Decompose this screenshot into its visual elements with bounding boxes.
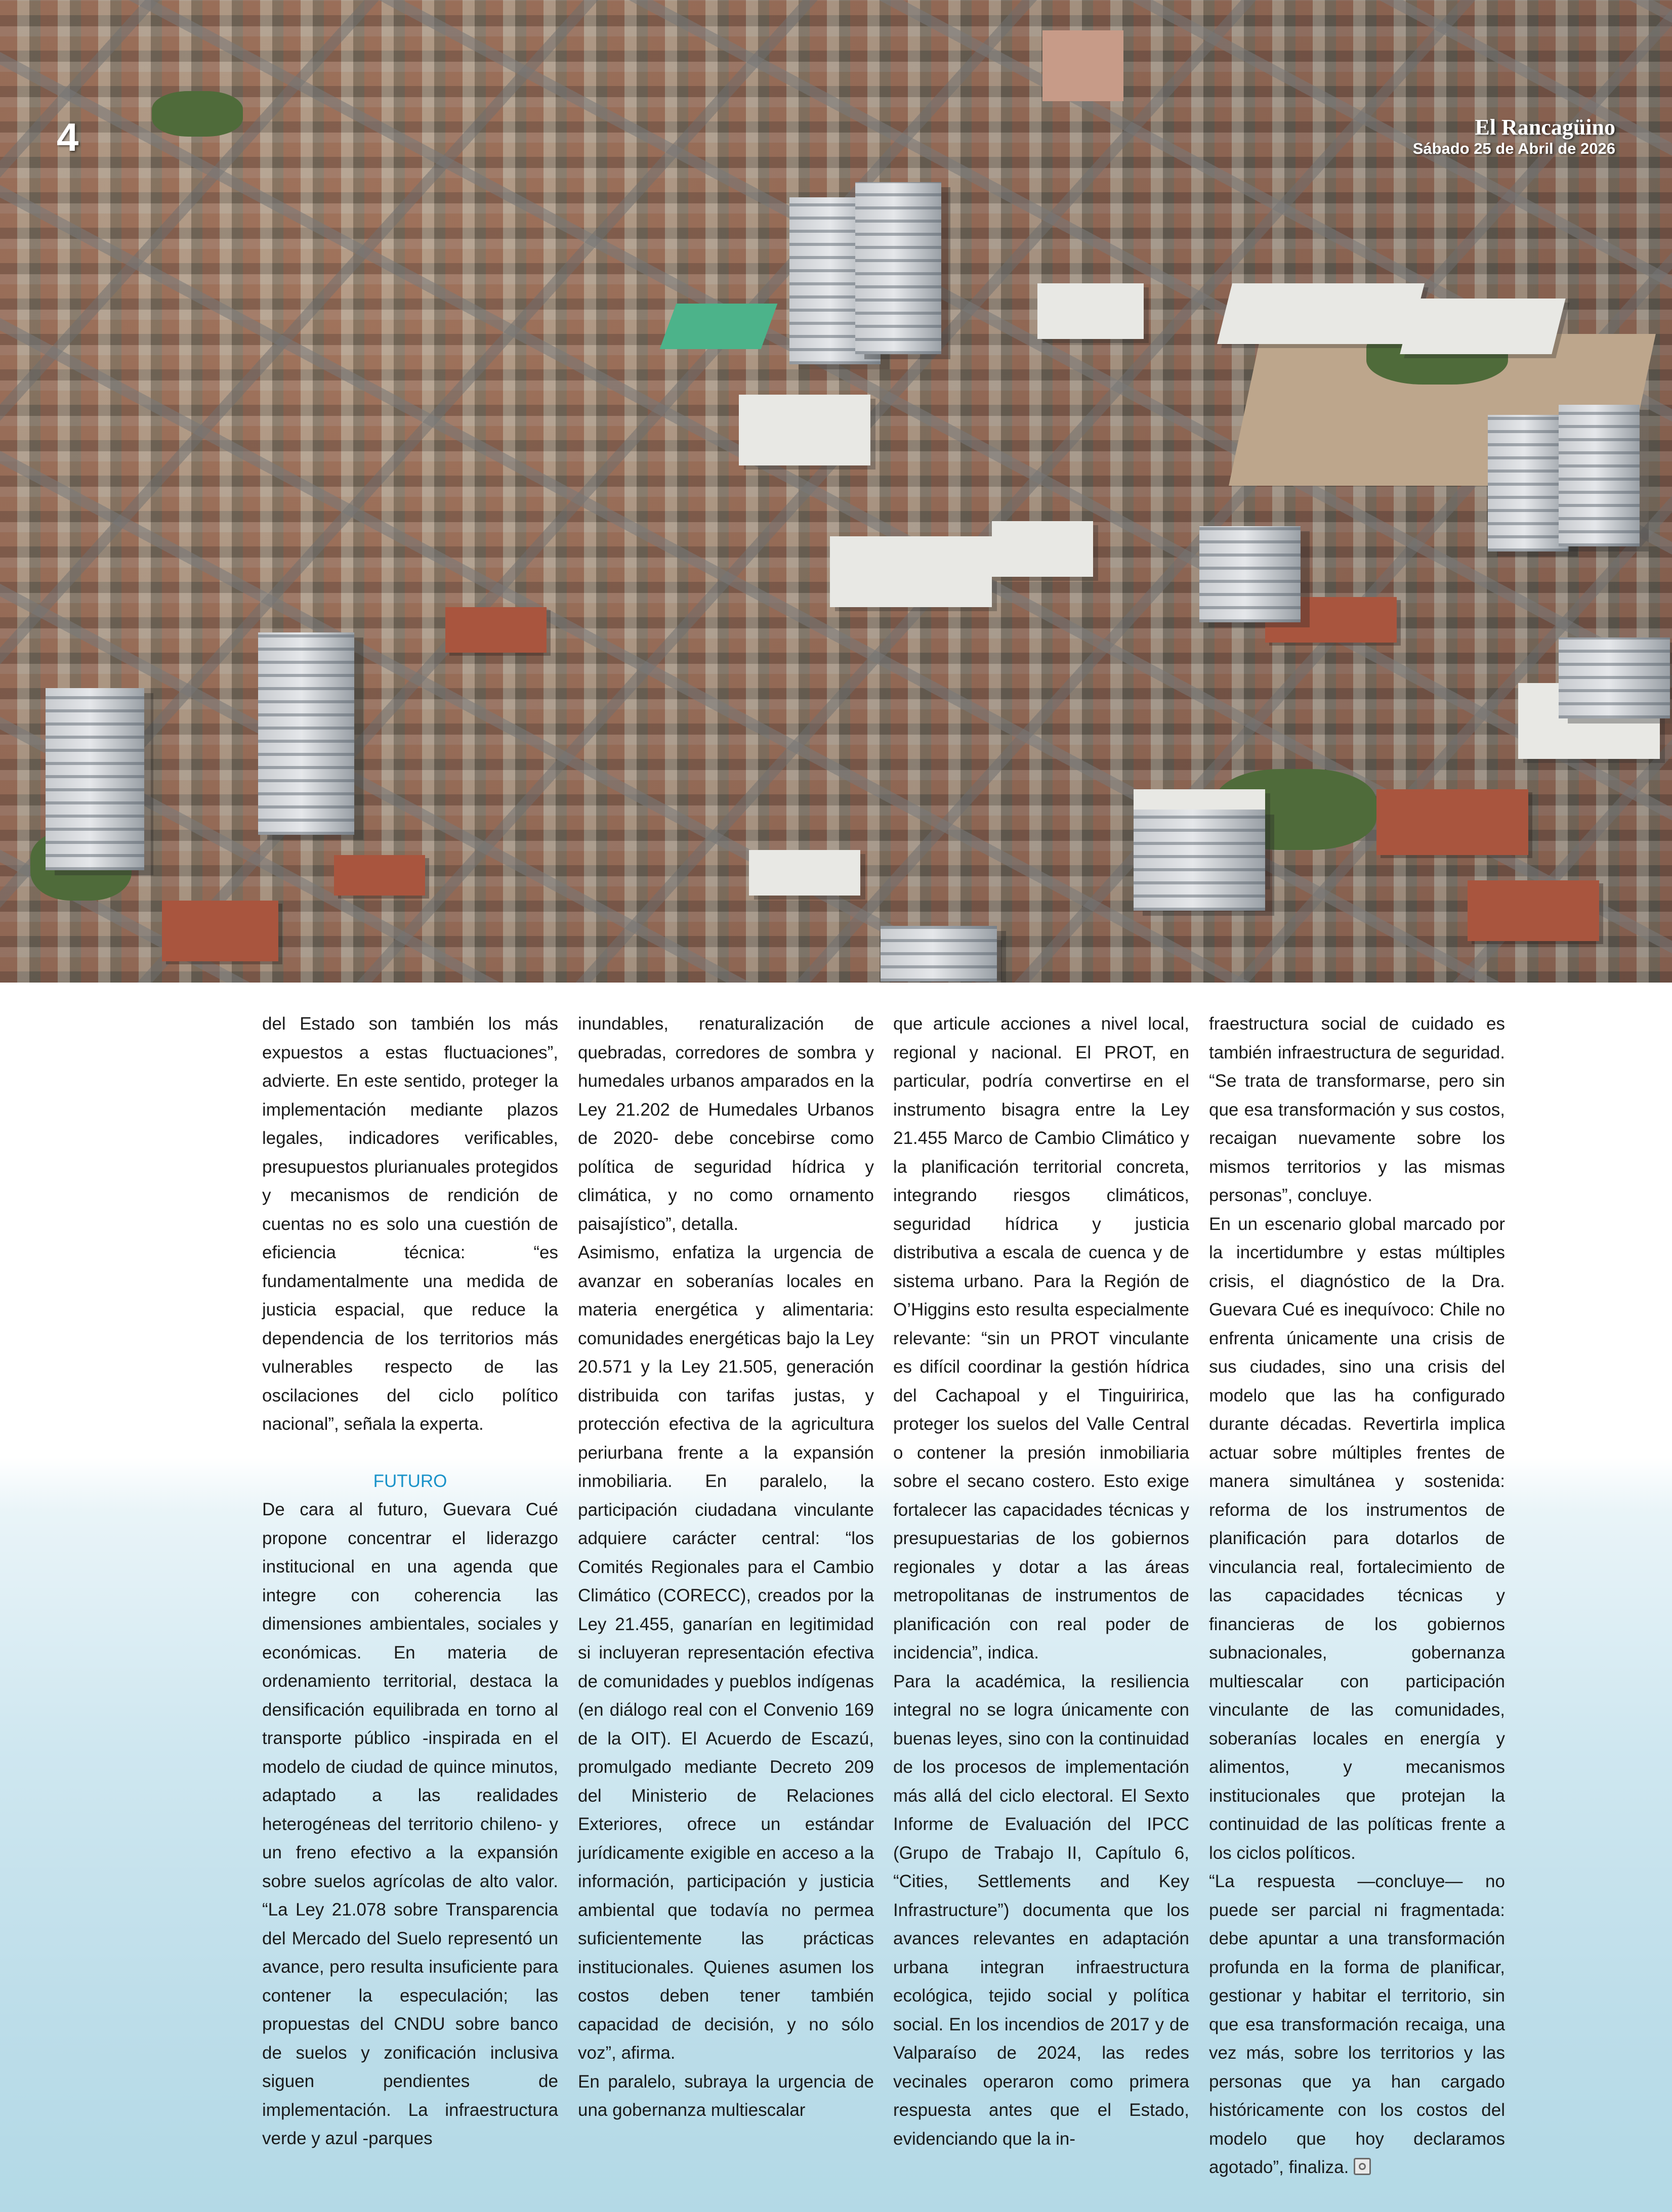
article-paragraph: De cara al futuro, Guevara Cué propone concentrar el liderazgo institucional en una agenda que integre con coherencia las dimensiones ambientales, sociales y económicas. En materia de ordenamiento territorial, destaca la densificación equilibrada en torno al transporte público -inspirada en el modelo de ciudad de quince minutos, adaptado a las realidades heterogéneas del territorio chileno- y un freno efectivo a la expansión sobre suelos agrícolas de alto valor. “La Ley 21.078 sobre Transparencia del Mercado del Suelo representó un avance, pero resulta insuficiente para contener la especulación; las propuestas del CNDU sobre banco de suelos y zonificación inclusiva siguen pendientes de implementación. La infraestructura verde y azul -parques [262, 1500, 558, 2148]
article-column-1 [262, 1010, 558, 2153]
article-paragraph: “La respuesta —concluye— no puede ser parcial ni fragmentada: debe apuntar a una transformación profunda en la forma de planificar, gestionar y habitar el territorio, sin que esa transformación recaiga, una vez más, sobre los territorios y las personas que ya han cargado históricamente con los costos del modelo que hoy declaramos agotado”, finaliza. [1209, 1871, 1505, 2177]
article-paragraph: que articule acciones a nivel local, regional y nacional. El PROT, en particular, podría convertirse en el instrumento bisagra entre la Ley 21.455 Marco de Cambio Climático y la planificación territorial concreta, integrando riesgos climáticos, seguridad hídrica y justicia distributiva a escala de cuenca y de sistema urbano. Para la Región de O’Higgins esto resulta especialmente relevante: “sin un PROT vinculante es difícil coordinar la gestión hídrica del Cachapoal y el Tinguiririca, proteger los suelos del Valle Central o contener la presión inmobiliaria sobre el secano costero. Esto exige fortalecer las capacidades técnicas y presupuestarias de los gobiernos regionales y dotar a las áreas metropolitanas de instrumentos de planificación con real poder de incidencia”, indica. [893, 1014, 1189, 1663]
article-column-3 [893, 1010, 1189, 2153]
article-paragraph: del Estado son también los más expuestos a estas fluctuaciones”, advierte. En este sentido, proteger la implementación mediante plazos legales, indicadores verificables, presupuestos plurianuales protegidos y mecanismos de rendición de cuentas no es solo una cuestión de eficiencia técnica: “es fundamentalmente una medida de justicia espacial, que reduce la dependencia de los territorios más vulnerables respecto de las oscilaciones del ciclo político nacional”, señala la experta. [262, 1014, 558, 1434]
newspaper-name: El Rancagüino [1475, 115, 1615, 140]
page-number: 4 [57, 115, 79, 159]
article-paragraph: En un escenario global marcado por la incertidumbre y estas múltiples crisis, el diagnóstico de la Dra. Guevara Cué es inequívoco: Chile no enfrenta únicamente una crisis de sus ciudades, sino una crisis del modelo que las ha configurado durante décadas. Revertirla implica actuar sobre múltiples frentes de manera simultánea y sostenida: reforma de los instrumentos de planificación para dotarlos de vinculancia real, fortalecimiento de las capacidades técnicas y financieras de los gobiernos subnacionales, gobernanza multiescalar con participación vinculante de las comunidades, soberanías locales en energía y alimentos, y mecanismos institucionales que protejan la continuidad de las políticas frente a los ciclos políticos. [1209, 1214, 1505, 1863]
article-paragraph: En paralelo, subraya la urgencia de una gobernanza multiescalar [578, 2071, 874, 2120]
masthead [1413, 115, 1615, 158]
article-paragraph: Para la académica, la resiliencia integral no se logra únicamente con buenas leyes, sino con la continuidad de los procesos de implementación más allá del ciclo electoral. El Sexto Informe de Evaluación del IPCC (Grupo de Trabajo II, Capítulo 6, “Cities, Settlements and Key Infrastructure”) documenta que los avances relevantes en adaptación urbana integran infraestructura ecológica, tejido social y política social. En los incendios de 2017 y de Valparaíso de 2024, las redes vecinales operaron como primera respuesta antes que el Estado, evidenciando que la in- [893, 1671, 1189, 2149]
article-column-2 [578, 1010, 874, 2125]
article-paragraph: fraestructura social de cuidado es también infraestructura de seguridad. “Se trata de transformarse, pero sin que esa transformación y sus costos, recaigan nuevamente sobre los mismos territorios y las mismas personas”, concluye. [1209, 1014, 1505, 1205]
issue-date: Sábado 25 de Abril de 2026 [1412, 140, 1615, 157]
article-paragraph: Asimismo, enfatiza la urgencia de avanzar en soberanías locales en materia energética y alimentaria: comunidades energéticas bajo la Ley 20.571 y la Ley 21.505, generación distribuida con tarifas justas, y protección efectiva de la agricultura periurbana frente a la expansión inmobiliaria. En paralelo, la participación ciudadana vinculante adquiere carácter central: “los Comités Regionales para el Cambio Climático (CORECC), creados por la Ley 21.455, ganarían en legitimidad si incluyeran representación efectiva de comunidades y pueblos indígenas (en diálogo real con el Convenio 169 de la OIT). El Acuerdo de Escazú, promulgado mediante Decreto 209 del Ministerio de Relaciones Exteriores, ofrece un estándar jurídicamente exigible en acceso a la información, participación y justicia ambiental que todavía no permea suficientemente las prácticas institucionales. Quienes asumen los costos deben tener también capacidad de decisión, y no sólo voz”, afirma. [578, 1243, 874, 2063]
section-subhead: FUTURO [373, 1471, 447, 1491]
end-of-article-icon [1354, 2158, 1371, 2175]
article-column-4 [1209, 1010, 1505, 2182]
article-paragraph: inundables, renaturalización de quebradas, corredores de sombra y humedales urbanos amparados en la Ley 21.202 de Humedales Urbanos de 2020- debe concebirse como política de seguridad hídrica y climática, y no como ornamento paisajístico”, detalla. [578, 1014, 874, 1234]
